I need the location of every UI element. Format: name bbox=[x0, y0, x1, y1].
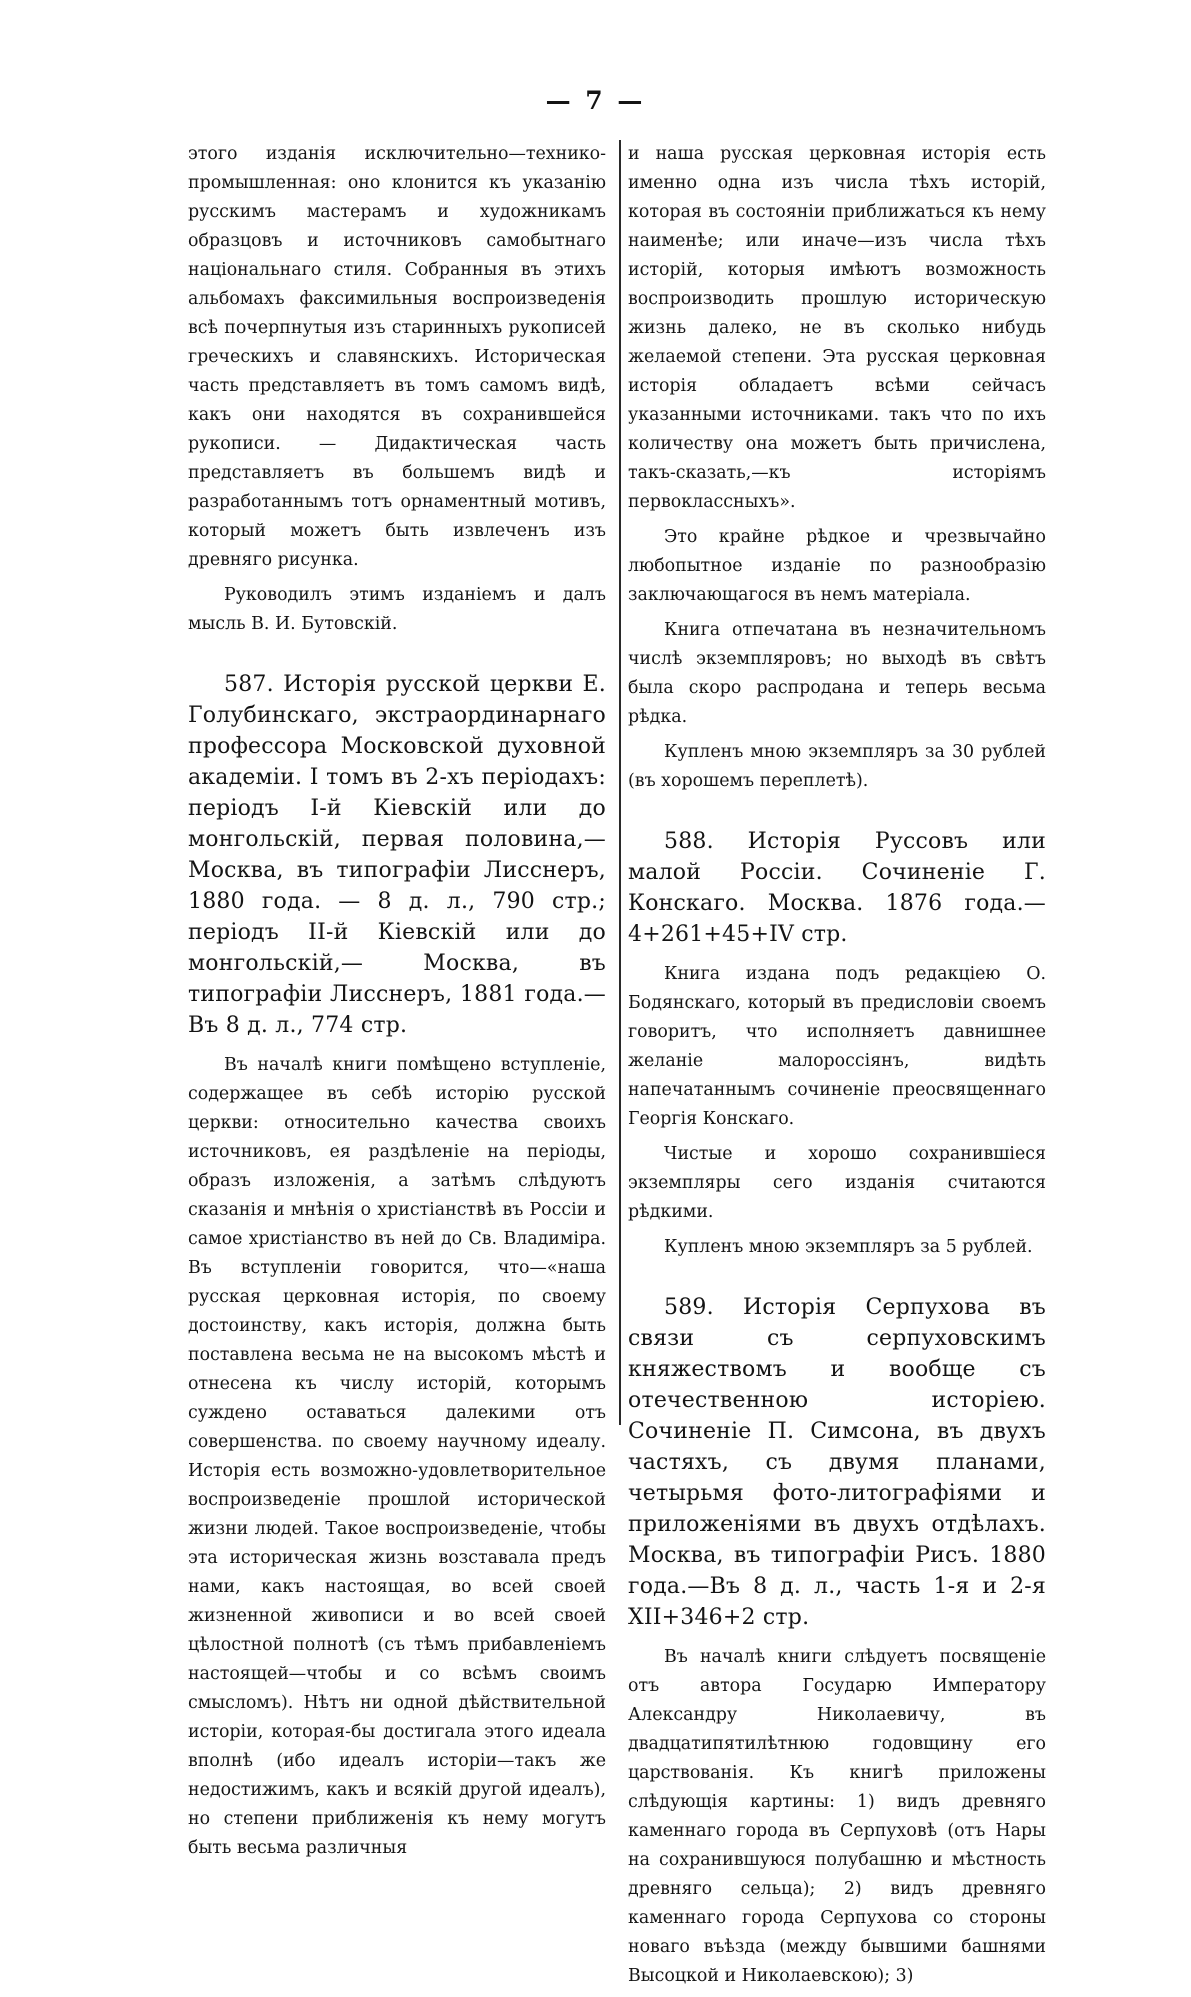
spacer bbox=[628, 1268, 1046, 1292]
entry-587-body: Въ началѣ книги помѣщено вступленіе, содержащее въ себѣ исторію русской церкви: относительно качества своихъ источниковъ, ея раздѣленіе на періоды, образъ изложенія, а затѣмъ слѣдуютъ сказанія и мнѣнія о христіанствѣ въ Россіи и самое христіанство въ ней до Св. Владиміра. Въ вступленіи говорится, что—«наша русская церковная исторія, по своему достоинству, какъ исторія, должна быть поставлена весьма не на высокомъ мѣстѣ и отнесена къ числу исторій, которымъ суждено оставаться далекими отъ совершенства. по своему научному идеалу. Исторія есть возможно-удовлетворительное воспроизведеніе прошлой исторической жизни людей. Такое воспроизведеніе, чтобы эта историческая жизнь возставала предъ нами, какъ настоящая, во всей своей жизненной живописи и во всей своей цѣлостной полнотѣ (съ тѣмъ прибавленіемъ настоящей—чтобы и со всѣмъ своимъ смысломъ). Нѣтъ ни одной дѣйствительной исторіи, которая-бы достигала этого идеала вполнѣ (ибо идеалъ исторіи—такъ же недостижимъ, какъ и всякій другой идеалъ), но степени приближенія къ нему могутъ быть весьма различныя bbox=[188, 1055, 606, 1858]
rare-paragraph: Это крайне рѣдкое и чрезвычайно любопытное изданіе по разнообразію заключающагося въ немъ матеріала. bbox=[628, 527, 1046, 605]
continued-paragraph: и наша русская церковная исторія есть именно одна изъ числа тѣхъ исторій, которая въ состояніи приближаться къ нему наименѣе; или иначе—изъ числа тѣхъ исторій, которыя имѣютъ возможность воспроизводить прошлую историческую жизнь далеко, не въ сколько нибудь желаемой степени. Эта русская церковная исторія обладаетъ всѣми сейчасъ указанными источниками. такъ что по ихъ количеству она можетъ быть причислена, такъ-сказать,—къ исторіямъ первоклассныхъ». bbox=[628, 144, 1046, 512]
right-column bbox=[628, 140, 1046, 1997]
copies-paragraph: Книга отпечатана въ незначительномъ числѣ экземпляровъ; но выходѣ въ свѣтъ была скоро распродана и теперь весьма рѣдка. bbox=[628, 620, 1046, 727]
left-column bbox=[188, 140, 606, 1869]
bought-587-paragraph: Купленъ мною экземпляръ за 30 рублей (въ хорошемъ переплетѣ). bbox=[628, 742, 1046, 791]
page-number: — 7 — bbox=[545, 86, 646, 115]
column-divider bbox=[619, 140, 621, 1425]
entry-587-heading: 587. Исторія русской церкви Е. Голубинскаго, экстраординарнаго профессора Московской духовной академіи. I томъ въ 2-хъ періодахъ: періодъ I-й Кіевскій или до монгольскій, первая половина,—Москва, въ типографіи Лисснеръ, 1880 года. — 8 д. л., 790 стр.; періодъ II-й Кіевскій или до монгольскій,— Москва, въ типографіи Лисснеръ, 1881 года.—Въ 8 д. л., 774 стр. bbox=[188, 672, 606, 1038]
intro-paragraph: этого изданія исключительно—технико-промышленная: оно клонится къ указанію русскимъ мастерамъ и художникамъ образцовъ и источниковъ самобытнаго національнаго стиля. Собранныя въ этихъ альбомахъ факсимильныя воспроизведенія всѣ почерпнутыя изъ старинныхъ рукописей греческихъ и славянскихъ. Историческая часть представляетъ въ томъ самомъ видѣ, какъ они находятся въ сохранившейся рукописи. — Дидактическая часть представляетъ въ большемъ видѣ и разработаннымъ тотъ орнаментный мотивъ, который можетъ быть извлеченъ изъ древняго рисунка. bbox=[188, 144, 606, 570]
spacer bbox=[628, 802, 1046, 826]
bought-588-paragraph: Купленъ мною экземпляръ за 5 рублей. bbox=[664, 1237, 1033, 1257]
entry-589-heading: 589. Исторія Серпухова въ связи съ серпуховскимъ княжествомъ и вообще съ отечественною исторіею. Сочиненіе П. Симсона, въ двухъ частяхъ, съ двумя планами, четырьмя фото-литографіями и приложеніями въ двухъ отдѣлахъ. Москва, въ типографіи Рисъ. 1880 года.—Въ 8 д. л., часть 1-я и 2-я XII+346+2 стр. bbox=[628, 1295, 1046, 1630]
entry-588-body: Книга издана подъ редакціею О. Бодянскаго, который въ предисловіи своемъ говоритъ, что исполняетъ давнишнее желаніе малороссіянъ, видѣть напечатаннымъ сочиненіе преосвященнаго Георгія Конскаго. bbox=[628, 964, 1046, 1129]
entry-588-heading: 588. Исторія Руссовъ или малой Россіи. Сочиненіе Г. Конскаго. Москва. 1876 года.—4+261+45+IV стр. bbox=[628, 829, 1046, 947]
editor-paragraph: Руководилъ этимъ изданіемъ и далъ мысль В. И. Бутовскій. bbox=[188, 585, 606, 634]
entry-589-body: Въ началѣ книги слѣдуетъ посвященіе отъ автора Государю Императору Александру Николаевичу, въ двадцатипятилѣтнюю годовщину его царствованія. Къ книгѣ приложены слѣдующія картины: 1) видъ древняго каменнаго города въ Серпуховѣ (отъ Нары на сохранившуюся полубашню и мѣстность древняго сельца); 2) видъ древняго каменнаго города Серпухова со стороны новаго въѣзда (между бывшими башнями Высоцкой и Николаевскою); 3) bbox=[628, 1647, 1046, 1986]
entry-588-clean: Чистые и хорошо сохранившіеся экземпляры сего изданія считаются рѣдкими. bbox=[628, 1144, 1046, 1222]
spacer bbox=[188, 645, 606, 669]
